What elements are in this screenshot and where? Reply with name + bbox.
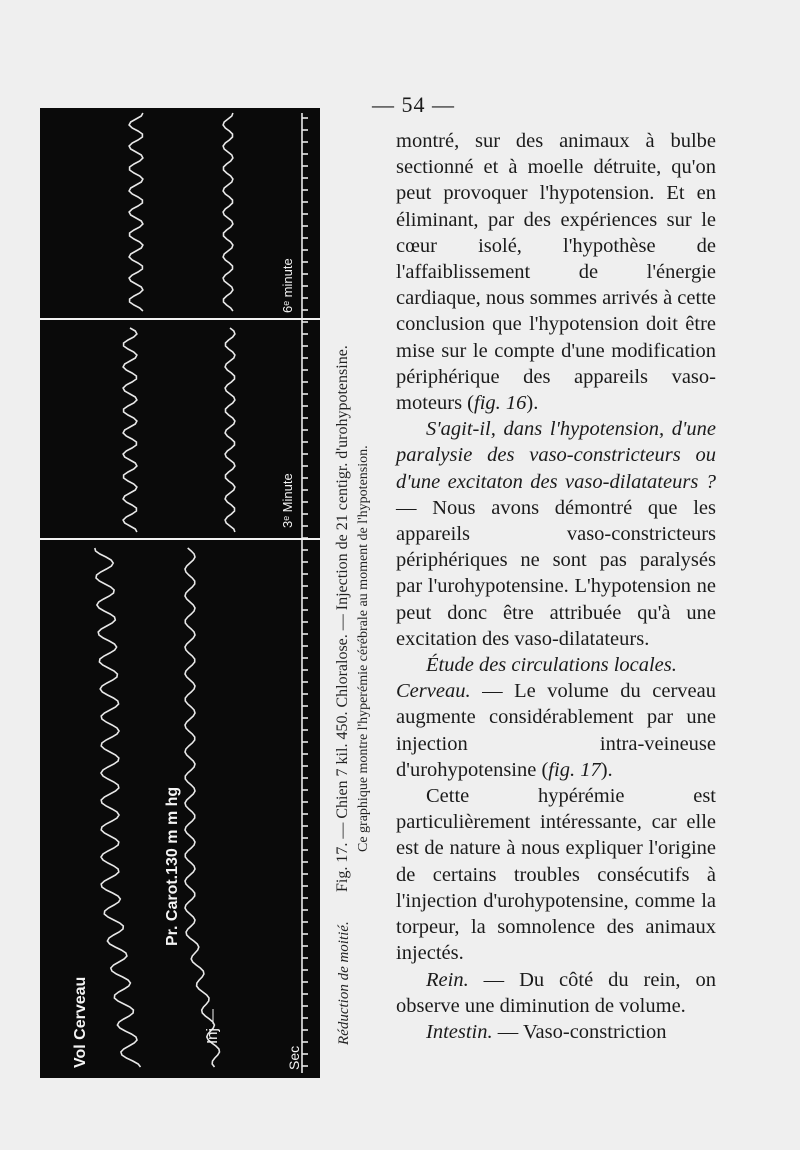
paragraph: S'agit-il, dans l'hypotension, d'une paralysie des vaso-constricteurs ou d'une excitaton des vaso-dilatateurs ? — Nous avons démontré que les appareils vaso-constricteurs périphériques ne sont pas paralysés par l'urohypotensine. L'hypotension ne peut donc être attribuée qu'à une excitation des vaso-dilatateurs. <box>396 418 716 650</box>
trace-vol-cerveau <box>95 548 141 1067</box>
section-heading: Étude des circulations locales. <box>426 654 677 677</box>
figure-caption: Fig. 17. — Chien 7 kil. 450. Chloralose. — Injection de 21 centigr. d'urohypotensine. <box>334 345 351 892</box>
label-sec: Sec <box>286 1045 302 1070</box>
paragraph: Cette hypérémie est particulièrement intéressante, car elle est de nature à nous expliquer l'origine de certains troubles consécutifs à l'injection d'urohypotensine, comme la torpeur, la somnolence des animaux injectés. <box>396 785 716 965</box>
label-inj: Inj — <box>204 1008 221 1044</box>
panel-divider <box>40 318 320 320</box>
figure-caption-sub: Ce graphique montre l'hyperémie cérébrale au moment de l'hypotension. <box>356 445 371 852</box>
label-vol-cerveau: Vol Cerveau <box>72 976 89 1068</box>
reduction-note: Réduction de moitié. <box>336 921 352 1045</box>
paragraph: Cerveau. — Le volume du cerveau augmente considérablement par une injection intra-veineuse d'urohypotensine (fig. 17). <box>396 680 716 781</box>
label-pr-carot: Pr. Carot.130 m m hg <box>164 786 181 946</box>
paragraph: Rein. — Du côté du rein, on observe une diminution de volume. <box>396 968 716 1017</box>
label-3e-minute: 3ᵉ Minute <box>280 473 295 528</box>
trace-pr-carot <box>223 113 233 311</box>
page-number: — 54 — <box>372 92 455 117</box>
trace-pr-carot <box>225 328 235 532</box>
label-6e-minute: 6ᵉ minute <box>280 258 295 313</box>
trace-pr-carot <box>185 548 220 1067</box>
kymograph-figure <box>40 108 320 1078</box>
panel-divider <box>40 538 320 540</box>
trace-vol-cerveau <box>123 328 137 532</box>
paragraph: Intestin. — Vaso-constriction <box>426 1020 667 1043</box>
body-text <box>396 128 716 1045</box>
paragraph: montré, sur des animaux à bulbe sectionné et à moelle détruite, qu'on peut provoquer l'hypotension. Et en éliminant, par des expériences sur le cœur isolé, l'hypothèse de l'affaiblissement de l'énergie cardiaque, nous sommes arrivés à cette conclusion que l'hypotension doit être mise sur le compte d'une modification périphérique des appareils vaso-moteurs (fig. 16). <box>396 130 716 415</box>
trace-vol-cerveau <box>129 113 143 311</box>
